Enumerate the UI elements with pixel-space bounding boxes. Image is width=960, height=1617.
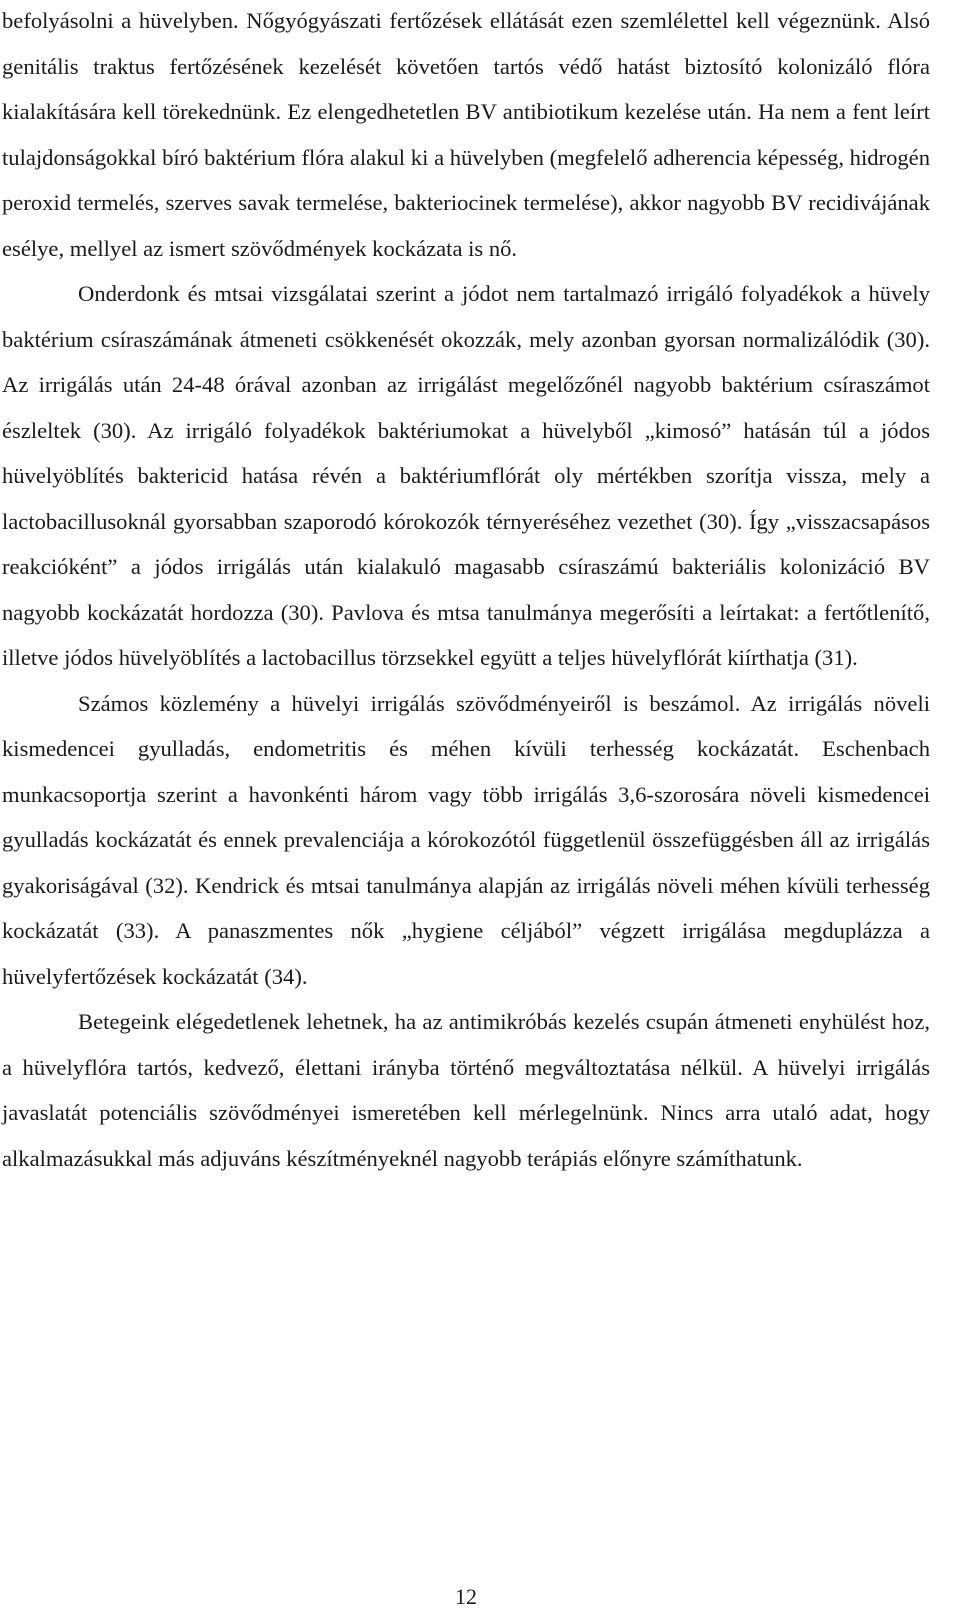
body-text bbox=[2, 0, 930, 1181]
paragraph-complications: Számos közlemény a hüvelyi irrigálás szövődményeiről is beszámol. Az irrigálás növeli kismedencei gyulladás, endometritis és méhen kívüli terhesség kockázatát. Eschenbach munkacsoportja szerint a havonkénti három vagy több irrigálás 3,6-szorosára növeli kismedencei gyulladás kockázatát és ennek prevalenciája a kórokozótól függetlenül összefüggésben áll az irrigálás gyakoriságával (32). Kendrick és mtsai tanulmánya alapján az irrigálás növeli méhen kívüli terhesség kockázatát (33). A panaszmentes nők „hygiene céljából” végzett irrigálása megduplázza a hüvelyfertőzések kockázatát (34). bbox=[2, 690, 930, 989]
paragraph-conclusion: Betegeink elégedetlenek lehetnek, ha az antimikróbás kezelés csupán átmeneti enyhülést hoz, a hüvelyflóra tartós, kedvező, élettani irányba történő megváltoztatása nélkül. A hüvelyi irrigálás javaslatát potenciális szövődményei ismeretében kell mérlegelnünk. Nincs arra utaló adat, hogy alkalmazásukkal más adjuváns készítményeknél nagyobb terápiás előnyre számíthatunk. bbox=[2, 1009, 930, 1171]
paragraph-onderdonk: Onderdonk és mtsai vizsgálatai szerint a jódot nem tartalmazó irrigáló folyadékok a hüvely baktérium csíraszámának átmeneti csökkenését okozzák, mely azonban gyorsan normalizálódik (30). Az irrigálás után 24-48 órával azonban az irrigálást megelőzőnél nagyobb baktérium csíraszámot észleltek (30). Az irrigáló folyadékok baktériumokat a hüvelyből „kimosó” hatásán túl a jódos hüvelyöblítés baktericid hatása révén a baktériumflórát oly mértékben szorítja vissza, mely a lactobacillusoknál gyorsabban szaporodó kórokozók térnyeréséhez vezethet (30). Így „visszacsapásos reakcióként” a jódos irrigálás után kialakuló magasabb csíraszámú bakteriális kolonizáció BV nagyobb kockázatát hordozza (30). Pavlova és mtsa tanulmánya megerősíti a leírtakat: a fertőtlenítő, illetve jódos hüvelyöblítés a lactobacillus törzsekkel együtt a teljes hüvelyflórát kiírthatja (31). bbox=[2, 281, 930, 670]
page-number: 12 bbox=[455, 1584, 477, 1609]
paragraph-continued: befolyásolni a hüvelyben. Nőgyógyászati fertőzések ellátását ezen szemlélettel kell végeznünk. Alsó genitális traktus fertőzésének kezelését követően tartós védő hatást biztosító kolonizáló flóra kialakítására kell törekednünk. Ez elengedhetetlen BV antibiotikum kezelése után. Ha nem a fent leírt tulajdonságokkal bíró baktérium flóra alakul ki a hüvelyben (megfelelő adherencia képesség, hidrogén peroxid termelés, szerves savak termelése, bakteriocinek termelése), akkor nagyobb BV recidivájának esélye, mellyel az ismert szövődmények kockázata is nő. bbox=[2, 8, 930, 261]
